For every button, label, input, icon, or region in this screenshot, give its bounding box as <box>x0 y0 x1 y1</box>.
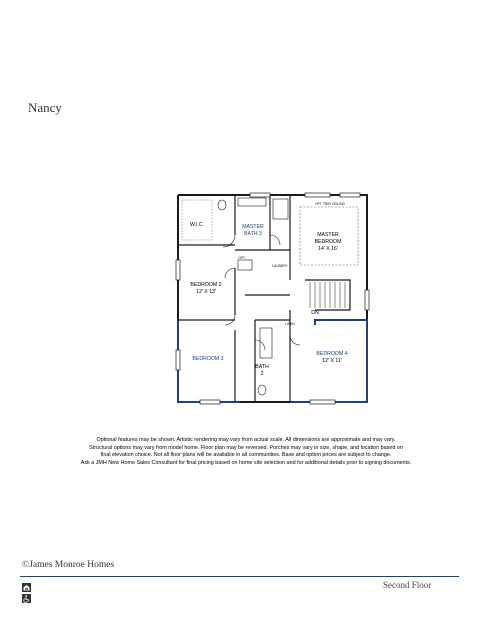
room-label-bedroom4: BEDROOM 4 <box>316 351 348 357</box>
stairs-down-label: DN <box>311 310 319 316</box>
room-label-master-2: BEDROOM <box>314 239 342 245</box>
disclaimer <box>50 437 442 467</box>
room-label-bedroom2: BEDROOM 2 <box>190 282 222 288</box>
room-label-master-dims: 14' X 16' <box>318 246 338 252</box>
disclaimer-line: Ask a JMH New Home Sales Consultant for final pricing based on home site selection and for additional details prior to signing documents. <box>80 459 412 466</box>
floor-plan-drawing <box>170 190 375 405</box>
room-label-bedroom2-dims: 12' X 13' <box>196 289 216 295</box>
room-label-master-bath-1: MASTER <box>242 224 264 230</box>
copyright: ©James Monroe Homes <box>22 560 115 570</box>
room-label-master-1: MASTER <box>317 232 339 238</box>
wic-shelving <box>182 200 212 240</box>
room-label-laundry: LAUNDRY <box>272 264 288 268</box>
room-label-bedroom3: BEDROOM 3 <box>192 356 224 362</box>
room-label-master-bath-2: BATH 3 <box>244 231 262 237</box>
exterior-walls <box>178 195 367 402</box>
footer-divider <box>20 576 459 577</box>
page-label: Second Floor <box>383 580 432 590</box>
room-label-bath2-1: BATH <box>255 364 269 370</box>
opt-shelf-label: OPT. <box>238 256 246 260</box>
room-label-wic: W.I.C. <box>189 222 205 228</box>
disclaimer-line: Optional features may be shown. Artistic rendering may vary from actual scale. All dimensions are approximate and may vary. <box>96 437 396 443</box>
room-label-bedroom4-dims: 12' X 11' <box>322 358 342 364</box>
accessibility-icon <box>22 594 31 603</box>
room-label-bath2-2: 2 <box>260 371 264 377</box>
disclaimer-line: Structural options may vary from model home. Floor plan may be reversed. Porches may vary in size, shape, and location based on <box>89 444 403 451</box>
tray-ceiling-label: OPT. TRAY CEILING <box>315 202 345 206</box>
footer-logos <box>22 583 32 605</box>
floor-plan <box>170 190 375 405</box>
equal-housing-icon <box>22 583 31 592</box>
stairs <box>310 282 345 308</box>
room-label-linen: LINEN <box>285 322 295 326</box>
disclaimer-line: final elevation choice. Not all floor plans will be available in all communities. Base and option prices are subject to change. <box>100 452 392 459</box>
plan-title: Nancy <box>28 100 62 115</box>
